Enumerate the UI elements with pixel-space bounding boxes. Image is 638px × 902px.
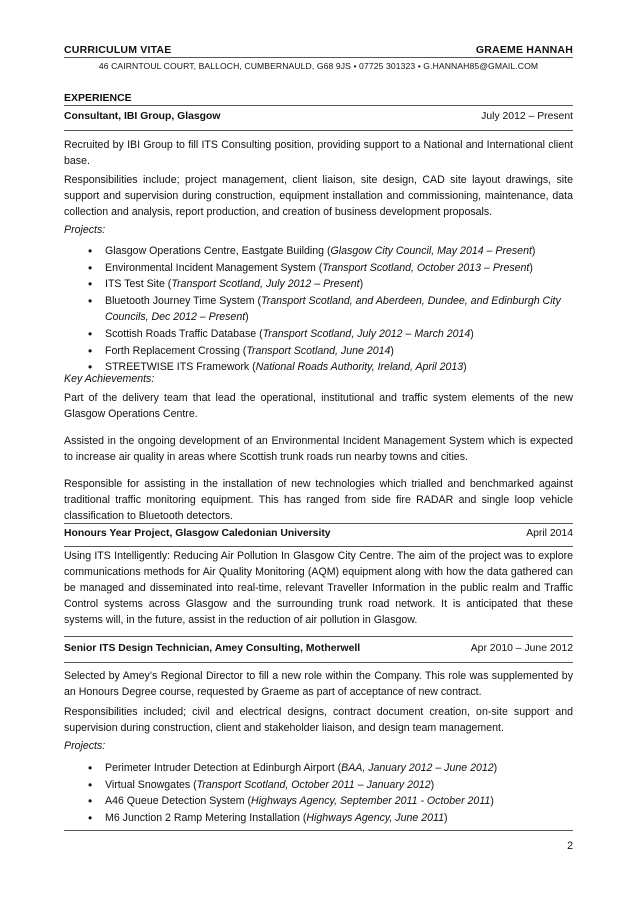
project-item: • STREETWISE ITS Framework (National Roads Authority, Ireland, April 2013) xyxy=(64,359,573,376)
job-heading xyxy=(64,528,573,539)
job-paragraph: Recruited by IBI Group to fill ITS Consulting position, providing support to a National and International client base. xyxy=(64,139,573,167)
job-divider xyxy=(64,523,573,524)
achievements-label: Key Achievements: xyxy=(64,373,155,385)
section-divider xyxy=(64,105,573,106)
job-divider xyxy=(64,130,573,131)
job-title: Consultant, IBI Group, Glasgow xyxy=(64,111,221,122)
job-paragraph: Using ITS Intelligently: Reducing Air Pollution In Glasgow City Centre. The aim of the project was to explore communications methods for Air Quality Monitoring (AQM) equipment along with how the data gathered can be managed and disseminated into real-time, relevant Traveller Information in the public realm and Traffic Control systems across Glasgow and the surrounding trunk road network. It is anticipated that these systems will, in the future, assist in the reduction of air pollution in Glasgow. xyxy=(64,550,573,626)
project-item: • Scottish Roads Traffic Database (Transport Scotland, July 2012 – March 2014) xyxy=(64,326,573,343)
project-item: • A46 Queue Detection System (Highways Agency, September 2011 - October 2011) xyxy=(64,793,573,810)
job-dates: July 2012 – Present xyxy=(481,111,573,122)
contact-line: 46 CAIRNTOUL COURT, BALLOCH, CUMBERNAULD, G68 9JS • 07725 301323 • G.HANNAH85@GMAIL.COM xyxy=(98,61,539,71)
projects-label: Projects: xyxy=(64,740,106,752)
section-title: EXPERIENCE xyxy=(64,92,132,104)
project-item: • ITS Test Site (Transport Scotland, July 2012 – Present) xyxy=(64,276,573,293)
project-item: • Virtual Snowgates (Transport Scotland, October 2011 – January 2012) xyxy=(64,777,573,794)
author-name: GRAEME HANNAH xyxy=(475,44,573,56)
job-paragraph: Responsibilities include; project management, client liaison, site design, CAD site layout drawings, site support and supervision during construction, equipment installation and commissioning, maintenance, data collection and analysis, report production, and creation of business development proposals. xyxy=(64,174,573,218)
job-title: Senior ITS Design Technician, Amey Consulting, Motherwell xyxy=(64,643,361,654)
achievement-paragraph: Part of the delivery team that lead the operational, institutional and traffic system elements of the new Glasgow Operations Centre. xyxy=(64,392,573,420)
footer-divider xyxy=(64,830,573,831)
achievement-paragraph: Assisted in the ongoing development of an Environmental Incident Management System which is expected to increase air quality in areas where Scottish trunk roads run nearby towns and cities. xyxy=(64,435,573,463)
projects-label: Projects: xyxy=(64,224,106,236)
job-dates: Apr 2010 – June 2012 xyxy=(470,643,573,654)
job-divider xyxy=(64,662,573,663)
project-item: • Perimeter Intruder Detection at Edinburgh Airport (BAA, January 2012 – June 2012) xyxy=(64,760,573,777)
job-heading xyxy=(64,643,573,654)
job-paragraph: Selected by Amey’s Regional Director to fill a new role within the Company. This role was supplemented by an Honours Degree course, requested by Graeme as part of acceptance of new contract. xyxy=(64,670,573,698)
project-item: • Bluetooth Journey Time System (Transport Scotland, and Aberdeen, Dundee, and Edinburgh City Councils, Dec 2012 – Present) xyxy=(64,293,573,326)
page-number: 2 xyxy=(567,840,573,852)
job-dates: April 2014 xyxy=(526,528,573,539)
project-item: • Glasgow Operations Centre, Eastgate Building (Glasgow City Council, May 2014 – Present) xyxy=(64,243,573,260)
job-heading xyxy=(64,111,573,122)
project-item: • Environmental Incident Management System (Transport Scotland, October 2013 – Present) xyxy=(64,260,573,277)
project-list xyxy=(64,760,573,826)
achievement-paragraph: Responsible for assisting in the installation of new technologies which trialled and benchmarked against traditional traffic monitoring equipment. This has ranged from side fire RADAR and single loop vehicle classification to Bluetooth detectors. xyxy=(64,478,573,522)
job-title: Honours Year Project, Glasgow Caledonian University xyxy=(64,528,331,539)
project-list xyxy=(64,243,573,376)
job-paragraph: Responsibilities included; civil and electrical designs, contract document creation, on-site support and supervision during construction, client and stakeholder liaison, and design team management. xyxy=(64,706,573,734)
header-divider xyxy=(64,57,573,58)
job-divider xyxy=(64,636,573,637)
job-divider xyxy=(64,546,573,547)
project-item: • Forth Replacement Crossing (Transport Scotland, June 2014) xyxy=(64,343,573,360)
document-title: CURRICULUM VITAE xyxy=(64,44,172,56)
project-item: • M6 Junction 2 Ramp Metering Installation (Highways Agency, June 2011) xyxy=(64,810,573,827)
